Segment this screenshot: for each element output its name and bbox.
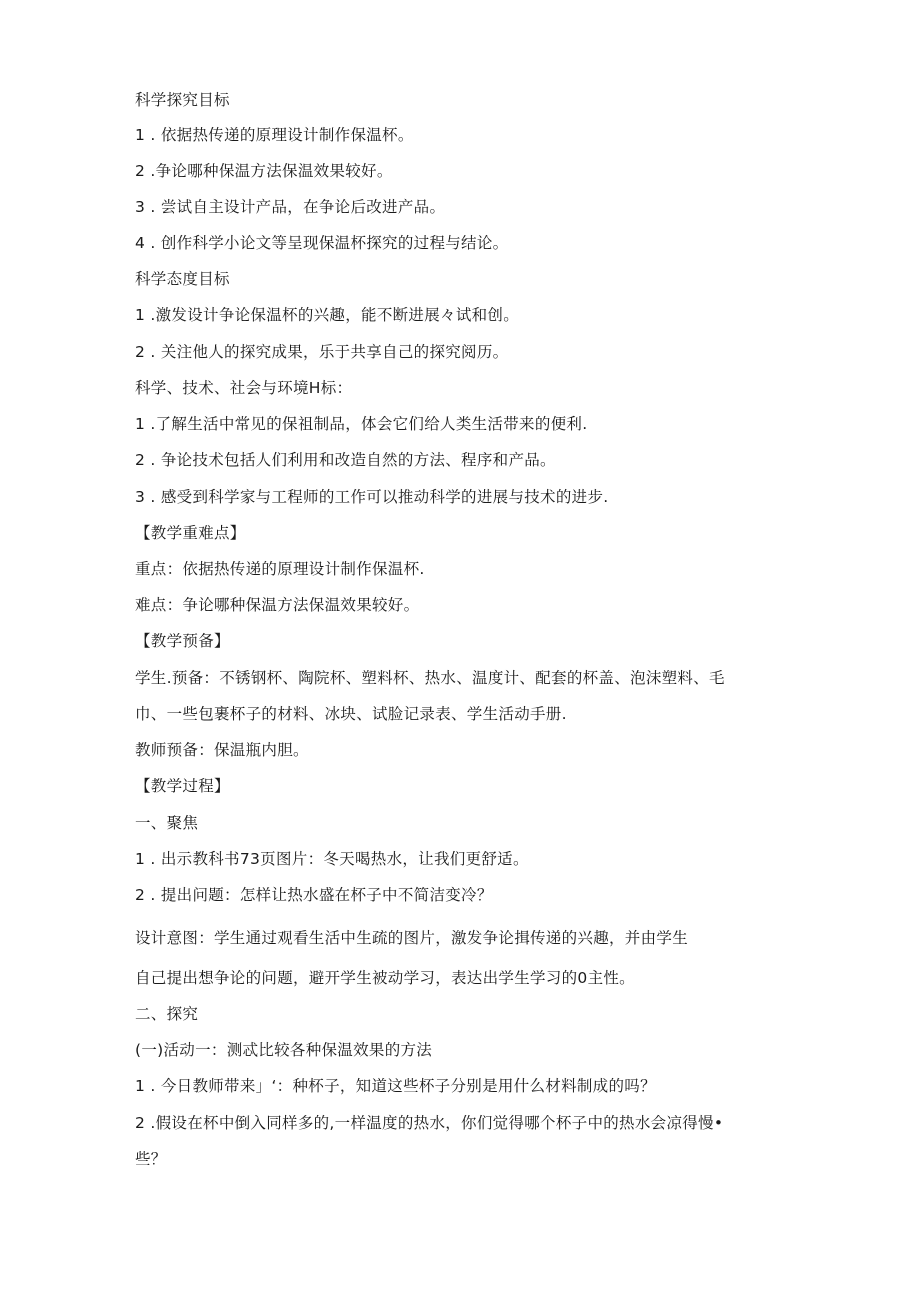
sts-goal-2: 2 . 争论技术包括人们利用和改造自然的方法、程序和产品。 <box>135 451 556 469</box>
focus-step-2: 2 . 提出问题：怎样让热水盛在杯子中不简洁变冷？ <box>135 886 493 904</box>
heading-key-points: 【教学重难点】 <box>135 524 246 542</box>
activity-one-title: (一)活动一：测忒比较各种保温效果的方法 <box>135 1041 433 1059</box>
heading-preparation: 【教学预备】 <box>135 632 230 650</box>
heading-teaching-process: 【教学过程】 <box>135 777 230 795</box>
design-intent-cont: 自己提出想争论的问题，避开学生被动学习，表达出学生学习的0主性。 <box>135 969 635 987</box>
inquiry-goal-2: 2 .争论哪种保温方法保温效果较好。 <box>135 162 393 180</box>
attitude-goal-1: 1 .激发设计争论保温杯的兴趣，能不断进展々试和创。 <box>135 306 520 324</box>
heading-sts-goals: 科学、技术、社会与环境H标： <box>135 379 353 397</box>
explore-step-1: 1 . 今日教师带来」‘：种杯子，知道这些杯子分别是用什么材料制成的吗？ <box>135 1077 656 1095</box>
teacher-preparation: 教师预备：保温瓶内胆。 <box>135 741 309 759</box>
sts-goal-3: 3 . 感受到科学家与工程师的工作可以推动科学的进展与技术的进步. <box>135 488 609 506</box>
focus-step-1: 1 . 出示教科书73页图片：冬天喝热水，让我们更舒适。 <box>135 850 529 868</box>
inquiry-goal-3: 3 . 尝试自主设计产品，在争论后改进产品。 <box>135 198 446 216</box>
attitude-goal-2: 2 . 关注他人的探究成果，乐于共享自己的探究阅历。 <box>135 343 509 361</box>
explore-step-2-cont: 些？ <box>135 1150 167 1168</box>
heading-science-attitude-goals: 科学态度目标 <box>135 270 230 288</box>
section-explore: 二、探究 <box>135 1005 199 1023</box>
section-focus: 一、聚焦 <box>135 814 199 832</box>
sts-goal-1: 1 .了解生活中常见的保祖制品，体会它们给人类生活带来的便利. <box>135 415 588 433</box>
heading-science-inquiry-goals: 科学探究目标 <box>135 91 230 109</box>
explore-step-2: 2 .假设在杯中倒入同样多的,一样温度的热水，你们觉得哪个杯子中的热水会凉得慢• <box>135 1114 724 1132</box>
inquiry-goal-1: 1 . 依据热传递的原理设计制作保温杯。 <box>135 126 414 144</box>
student-preparation-cont: 巾、一些包裹杯子的材料、冰块、试脸记录表、学生活动手册. <box>135 705 567 723</box>
student-preparation: 学生.预备：不锈钢杯、陶院杯、塑料杯、热水、温度计、配套的杯盖、泡沫塑料、毛 <box>135 669 725 687</box>
key-point: 重点：依据热传递的原理设计制作保温杯. <box>135 560 425 578</box>
inquiry-goal-4: 4 . 创作科学小论文等呈现保温杯探究的过程与结论。 <box>135 234 509 252</box>
design-intent: 设计意图：学生通过观看生活中生疏的图片，激发争论揖传递的兴趣，并由学生 <box>135 929 689 947</box>
difficult-point: 难点：争论哪种保温方法保温效果较好。 <box>135 596 420 614</box>
